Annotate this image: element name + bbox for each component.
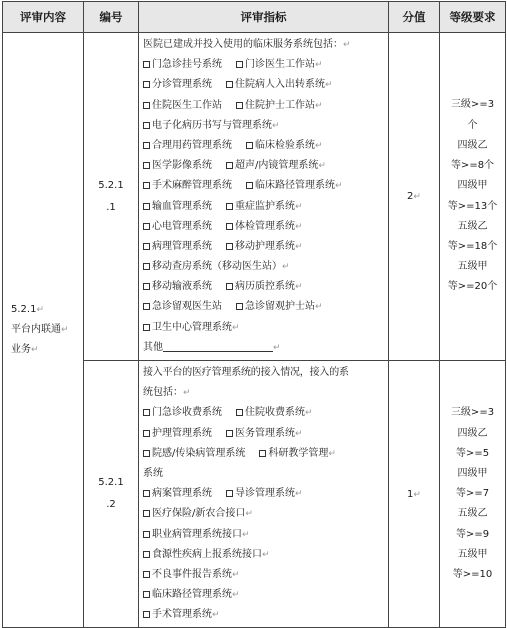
system-label: 电子化病历书写与管理系统 xyxy=(152,119,272,131)
checkbox-icon xyxy=(226,490,233,497)
checkbox-icon xyxy=(226,162,233,169)
system-checkbox-item xyxy=(143,217,212,237)
system-label: 卫生中心管理系统 xyxy=(152,321,232,333)
system-checkbox-item xyxy=(143,297,222,317)
system-checkbox-item xyxy=(246,176,335,196)
indicator-line: 移动查房系统（移动医生站）↵ xyxy=(143,257,384,277)
indicator-line: 职业病管理系统接口↵ xyxy=(143,525,384,545)
checkbox-icon xyxy=(143,182,150,189)
level-requirement-line: 等>=9 xyxy=(455,528,490,540)
level-requirement-line: 等>=13个 xyxy=(447,200,498,212)
system-checkbox-item xyxy=(143,96,222,116)
system-checkbox-item xyxy=(246,136,315,156)
system-label: 输血管理系统 xyxy=(152,200,212,212)
evaluation-table-page xyxy=(2,1,505,621)
system-label: 急诊留观医生站 xyxy=(152,301,222,313)
system-label: 护理管理系统 xyxy=(152,427,212,439)
table-header-row xyxy=(3,2,506,33)
checkbox-icon xyxy=(246,142,253,149)
system-checkbox-item xyxy=(143,403,222,423)
level-requirement-line: 个 xyxy=(467,119,478,131)
system-checkbox-item xyxy=(259,444,328,464)
checkbox-icon xyxy=(143,551,150,558)
checkbox-icon xyxy=(143,203,150,210)
indicator-line: 手术麻醉管理系统 临床路径管理系统↵ xyxy=(143,176,384,196)
checkbox-icon xyxy=(236,409,243,416)
checkbox-icon xyxy=(226,243,233,250)
score-cell: 1↵ xyxy=(389,361,440,628)
system-label: 门急诊收费系统 xyxy=(152,407,222,419)
level-requirement-line: 四级甲 xyxy=(457,467,488,479)
level-list xyxy=(440,95,505,297)
level-cell xyxy=(440,33,506,361)
system-checkbox-item xyxy=(143,565,232,585)
row-code-b: .2 xyxy=(106,499,116,511)
level-requirement-line: 等>=20个 xyxy=(447,281,498,293)
system-label: 分诊管理系统 xyxy=(152,79,212,91)
indicator-line: 临床路径管理系统↵ xyxy=(143,585,384,605)
header-number: 编号 xyxy=(84,2,139,33)
system-label: 手术管理系统 xyxy=(152,609,212,621)
checkbox-icon xyxy=(143,450,150,457)
system-label: 导诊管理系统 xyxy=(235,488,295,500)
header-level: 等级要求 xyxy=(440,2,506,33)
level-requirement-line: 等>=18个 xyxy=(447,240,498,252)
system-label: 科研教学管理 xyxy=(268,447,329,459)
indicator-line: 不良事件报告系统↵ xyxy=(143,565,384,585)
checkbox-icon xyxy=(143,122,150,129)
system-checkbox-item xyxy=(143,444,245,464)
level-requirement-line: 五级甲 xyxy=(457,261,488,273)
checkbox-icon xyxy=(226,81,233,88)
indicator-line: 住院医生工作站 住院护士工作站↵ xyxy=(143,96,384,116)
checkbox-icon xyxy=(143,611,150,618)
section-code: 5.2.1↵ xyxy=(11,304,44,316)
system-checkbox-item xyxy=(143,605,212,625)
indicator-line: 卫生中心管理系统↵ xyxy=(143,318,384,338)
evaluation-table xyxy=(2,1,506,628)
checkbox-icon xyxy=(143,303,150,310)
table-row xyxy=(3,33,506,361)
indicator-line: 医学影像系统 超声/内镜管理系统↵ xyxy=(143,156,384,176)
other-blank-line xyxy=(163,339,273,352)
indicator-line: 电子化病历书写与管理系统↵ xyxy=(143,116,384,136)
system-label: 住院收费系统 xyxy=(245,407,305,419)
indicator-cell xyxy=(139,361,389,628)
system-label: 临床路径管理系统 xyxy=(152,589,232,601)
level-requirement-line: 三级>=3 xyxy=(450,407,495,419)
indicator-line: 门急诊收费系统 住院收费系统↵ xyxy=(143,403,384,423)
system-checkbox-item xyxy=(226,197,295,217)
checkbox-icon xyxy=(143,571,150,578)
checkbox-icon xyxy=(143,61,150,68)
system-label: 医疗保险/新农合接口 xyxy=(152,508,246,520)
checkbox-icon xyxy=(143,430,150,437)
checkbox-icon xyxy=(143,243,150,250)
checkbox-icon xyxy=(143,142,150,149)
indicator-line-wrap: 系统 xyxy=(143,467,163,479)
indicator-line: 急诊留观医生站 急诊留观护士站↵ xyxy=(143,297,384,317)
checkbox-icon xyxy=(143,531,150,538)
checkbox-icon xyxy=(236,102,243,109)
section-title-a: 平台内联通↵ xyxy=(11,324,69,336)
level-requirement-line: 五级甲 xyxy=(457,548,488,560)
system-label: 医学影像系统 xyxy=(152,160,212,172)
indicator-intro: 医院已建成并投入使用的临床服务系统包括：↵ xyxy=(143,39,351,50)
system-checkbox-item xyxy=(143,545,262,565)
system-label: 医务管理系统 xyxy=(235,427,295,439)
indicator-line: 门急诊挂号系统 门诊医生工作站↵ xyxy=(143,55,384,75)
system-label: 病历质控系统 xyxy=(235,281,295,293)
row-code-a: 5.2.1 xyxy=(98,477,124,489)
indicator-line: 分诊管理系统 住院病人入出转系统↵ xyxy=(143,75,384,95)
level-requirement-line: 三级>=3 xyxy=(450,99,495,111)
system-checkbox-item xyxy=(143,197,212,217)
indicator-line: 合理用药管理系统 临床检验系统↵ xyxy=(143,136,384,156)
row-code-b: .1 xyxy=(106,201,116,213)
system-label: 门诊医生工作站 xyxy=(245,59,315,71)
system-label: 移动输液系统 xyxy=(152,281,212,293)
indicator-line: 病理管理系统 移动护理系统↵ xyxy=(143,237,384,257)
system-checkbox-item xyxy=(226,237,295,257)
system-label: 重症监护系统 xyxy=(235,200,295,212)
indicator-cell xyxy=(139,33,389,361)
checkbox-icon xyxy=(226,430,233,437)
system-label: 门急诊挂号系统 xyxy=(152,59,222,71)
indicator-list xyxy=(143,403,384,625)
indicator-line: 护理管理系统 医务管理系统↵ xyxy=(143,424,384,444)
system-label: 临床检验系统 xyxy=(255,139,315,151)
row-code-a: 5.2.1 xyxy=(98,179,124,191)
level-list xyxy=(440,403,505,585)
header-content: 评审内容 xyxy=(3,2,84,33)
level-requirement-line: 等>=7 xyxy=(455,488,490,500)
system-checkbox-item xyxy=(226,75,325,95)
checkbox-icon xyxy=(143,324,150,331)
system-checkbox-item xyxy=(143,237,212,257)
checkbox-icon xyxy=(259,450,266,457)
system-checkbox-item xyxy=(226,277,295,297)
system-label: 住院护士工作站 xyxy=(245,99,315,111)
row-code-cell xyxy=(84,361,139,628)
indicator-line: 食源性疾病上报系统接口↵ xyxy=(143,545,384,565)
system-checkbox-item xyxy=(226,156,318,176)
score-cell: 2↵ xyxy=(389,33,440,361)
checkbox-icon xyxy=(236,303,243,310)
system-checkbox-item xyxy=(143,116,272,136)
checkbox-icon xyxy=(246,182,253,189)
system-label: 病案管理系统 xyxy=(152,488,212,500)
system-label: 临床路径管理系统 xyxy=(255,180,335,192)
system-checkbox-item xyxy=(226,484,295,504)
checkbox-icon xyxy=(143,162,150,169)
system-label: 住院病人入出转系统 xyxy=(235,79,325,91)
system-checkbox-item xyxy=(143,55,222,75)
system-checkbox-item xyxy=(143,257,282,277)
checkbox-icon xyxy=(143,490,150,497)
checkbox-icon xyxy=(143,591,150,598)
system-checkbox-item xyxy=(143,75,212,95)
level-requirement-line: 四级乙 xyxy=(457,427,488,439)
system-checkbox-item xyxy=(143,176,232,196)
indicator-other: 其他 ↵ xyxy=(143,338,384,358)
system-label: 合理用药管理系统 xyxy=(152,139,232,151)
system-checkbox-item xyxy=(143,585,232,605)
indicator-line: 手术管理系统↵ xyxy=(143,605,384,625)
system-label: 院感/传染病管理系统 xyxy=(152,447,246,459)
system-label: 食源性疾病上报系统接口 xyxy=(152,548,262,560)
indicator-line: 移动输液系统 病历质控系统↵ xyxy=(143,277,384,297)
checkbox-icon xyxy=(143,223,150,230)
level-requirement-line: 五级乙 xyxy=(457,508,488,520)
system-checkbox-item xyxy=(226,424,295,444)
system-label: 急诊留观护士站 xyxy=(245,301,315,313)
indicator-line: 输血管理系统 重症监护系统↵ xyxy=(143,197,384,217)
checkbox-icon xyxy=(143,283,150,290)
system-checkbox-item xyxy=(143,525,242,545)
header-indicator: 评审指标 xyxy=(139,2,389,33)
system-checkbox-item xyxy=(226,217,295,237)
checkbox-icon xyxy=(143,81,150,88)
system-checkbox-item xyxy=(143,156,212,176)
system-label: 职业病管理系统接口 xyxy=(152,528,242,540)
system-label: 超声/内镜管理系统 xyxy=(235,160,319,172)
system-checkbox-item xyxy=(236,55,315,75)
system-label: 移动查房系统（移动医生站） xyxy=(152,261,282,273)
indicator-intro-b: 统包括：↵ xyxy=(143,387,191,399)
indicator-intro-a: 接入平台的医疗管理系统的接入情况，接入的系 xyxy=(143,367,349,378)
system-label: 不良事件报告系统 xyxy=(152,568,232,580)
checkbox-icon xyxy=(236,61,243,68)
system-checkbox-item xyxy=(143,136,232,156)
level-requirement-line: 四级乙 xyxy=(457,139,488,151)
checkbox-icon xyxy=(143,510,150,517)
indicator-list xyxy=(143,55,384,338)
checkbox-icon xyxy=(143,102,150,109)
header-score: 分值 xyxy=(389,2,440,33)
system-checkbox-item xyxy=(143,424,212,444)
indicator-line: 医疗保险/新农合接口↵ xyxy=(143,504,384,524)
system-label: 病理管理系统 xyxy=(152,240,212,252)
level-requirement-line: 五级乙 xyxy=(457,220,488,232)
row-code-cell xyxy=(84,33,139,361)
section-cell xyxy=(3,33,84,628)
system-label: 体检管理系统 xyxy=(235,220,295,232)
system-checkbox-item xyxy=(143,504,245,524)
level-requirement-line: 四级甲 xyxy=(457,180,488,192)
checkbox-icon xyxy=(143,263,150,270)
system-checkbox-item xyxy=(236,96,315,116)
section-title-b: 业务↵ xyxy=(11,344,39,356)
system-checkbox-item xyxy=(143,277,212,297)
indicator-line: 病案管理系统 导诊管理系统↵ xyxy=(143,484,384,504)
system-label: 移动护理系统 xyxy=(235,240,295,252)
system-checkbox-item xyxy=(236,403,305,423)
checkbox-icon xyxy=(143,409,150,416)
indicator-line: 心电管理系统 体检管理系统↵ xyxy=(143,217,384,237)
checkbox-icon xyxy=(226,223,233,230)
system-checkbox-item xyxy=(236,297,315,317)
checkbox-icon xyxy=(226,283,233,290)
level-cell xyxy=(440,361,506,628)
checkbox-icon xyxy=(226,203,233,210)
level-requirement-line: 等>=5 xyxy=(455,447,490,459)
level-requirement-line: 等>=10 xyxy=(452,568,493,580)
system-label: 心电管理系统 xyxy=(152,220,212,232)
system-checkbox-item xyxy=(143,484,212,504)
system-label: 住院医生工作站 xyxy=(152,99,222,111)
system-label: 手术麻醉管理系统 xyxy=(152,180,232,192)
level-requirement-line: 等>=8个 xyxy=(450,160,495,172)
system-checkbox-item xyxy=(143,318,232,338)
indicator-line: 院感/传染病管理系统 科研教学管理↵ xyxy=(143,444,384,464)
